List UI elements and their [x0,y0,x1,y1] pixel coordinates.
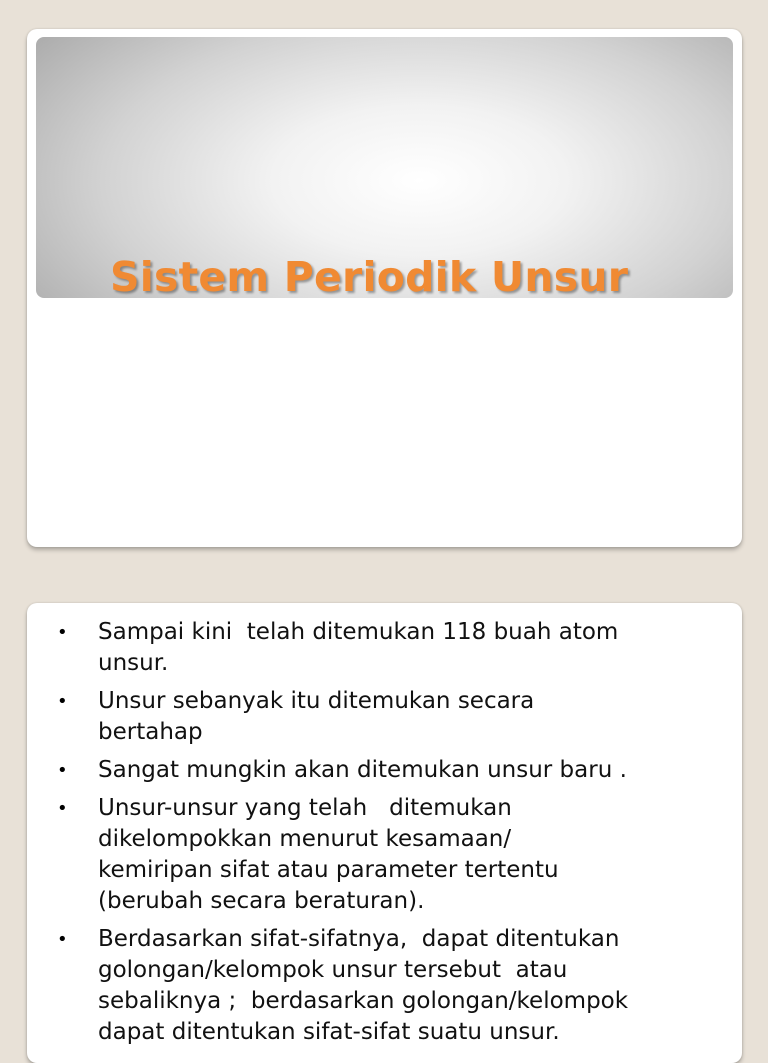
bullet-text-line: kemiripan sifat atau parameter tertentu [98,857,559,883]
bullet-icon: • [57,760,68,781]
content-slide [27,603,742,1063]
bullet-icon: • [57,929,68,950]
bullet-icon: • [57,691,68,712]
bullet-item [27,686,742,748]
bullet-icon: • [57,798,68,819]
bullet-item [27,924,742,1048]
bullet-text-line: Unsur sebanyak itu ditemukan secara [98,688,535,714]
bullet-list [27,617,742,1055]
bullet-text-line: Sampai kini telah ditemukan 118 buah atom [98,619,619,645]
bullet-item [27,793,742,917]
bullet-text-line: unsur. [98,650,169,676]
bullet-text-line: bertahap [98,719,203,745]
slide-title: Sistem Periodik Unsur [110,253,629,301]
bullet-text-line: Sangat mungkin akan ditemukan unsur baru . [98,757,627,783]
title-slide [27,29,742,547]
bullet-text-line: Berdasarkan sifat-sifatnya, dapat ditentukan [98,926,620,952]
bullet-item [27,617,742,679]
bullet-text-line: sebaliknya ; berdasarkan golongan/kelompok [98,988,629,1014]
bullet-item [27,755,742,786]
bullet-text-line: dikelompokkan menurut kesamaan/ [98,826,512,852]
bullet-icon: • [57,622,68,643]
bullet-text-line: golongan/kelompok unsur tersebut atau [98,957,568,983]
bullet-text-line: Unsur-unsur yang telah ditemukan [98,795,512,821]
bullet-text-line: dapat ditentukan sifat-sifat suatu unsur. [98,1019,560,1045]
bullet-text-line: (berubah secara beraturan). [98,888,425,914]
